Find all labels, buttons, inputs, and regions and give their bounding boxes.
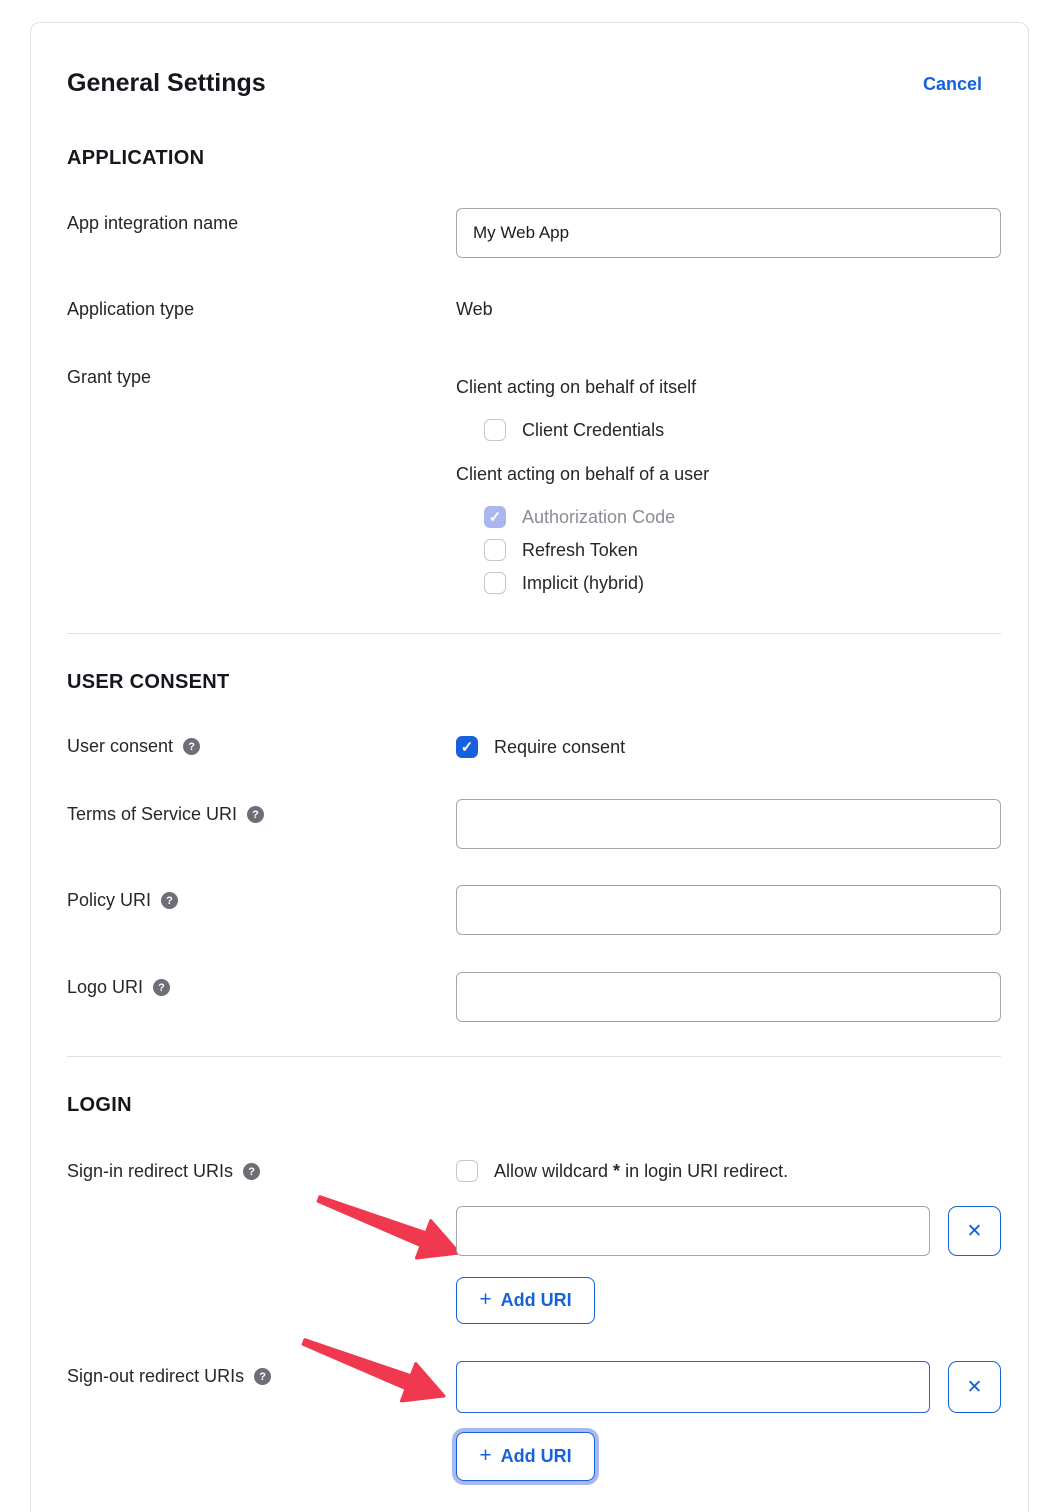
section-divider [67,1056,1001,1057]
remove-sign-out-uri-button[interactable] [948,1361,1001,1413]
sign-out-redirect-label [67,1366,271,1387]
help-icon[interactable]: ? [247,806,264,823]
user-consent-label [67,736,200,757]
close-icon: ✕ [966,1220,983,1242]
application-type-value: Web [456,299,493,319]
close-icon: ✕ [966,1376,983,1398]
tos-uri-label-text: Terms of Service URI [67,804,238,824]
refresh-token-label: Refresh Token [522,539,638,560]
client-credentials-label-text: Client Credentials [522,419,665,440]
red-arrow-annotation [299,1334,449,1404]
help-icon[interactable]: ? [254,1368,271,1385]
policy-uri-input[interactable] [456,885,1001,935]
application-type-label: Application type [67,299,195,319]
allow-wildcard-checkbox[interactable] [456,1160,478,1182]
allow-wildcard-label [494,1161,788,1182]
wildcard-prefix: Allow wildcard [494,1160,614,1181]
section-header-application: APPLICATION [67,147,205,169]
help-icon[interactable]: ? [183,738,200,755]
app-integration-name-label: App integration name [67,213,239,233]
checkbox-row-implicit [484,572,644,594]
wildcard-star: * [613,1160,621,1181]
user-consent-label-text: User consent [67,736,174,756]
require-consent-label: Require consent [494,736,626,757]
require-consent-checkbox[interactable] [456,736,478,758]
red-arrow-annotation [314,1191,464,1261]
add-sign-out-uri-button[interactable] [456,1432,595,1481]
implicit-label: Implicit (hybrid) [522,572,645,593]
check-icon: ✓ [488,508,502,526]
sign-out-uri-input[interactable] [456,1361,930,1413]
red-arrow-shape [303,1340,444,1401]
sign-out-redirect-label-text: Sign-out redirect URIs [67,1366,245,1386]
wildcard-suffix: in login URI redirect. [620,1160,789,1181]
add-uri-label: Add URI [500,1290,572,1310]
help-icon[interactable]: ? [243,1163,260,1180]
add-sign-in-uri-button[interactable] [456,1277,595,1324]
authorization-code-checkbox [484,506,506,528]
section-divider [67,633,1001,634]
logo-uri-input[interactable] [456,972,1001,1022]
grant-group-heading-user: Client acting on behalf of a user [456,464,710,484]
authorization-code-label: Authorization Code [522,506,676,527]
sign-in-uri-input[interactable] [456,1206,930,1256]
policy-uri-label [67,890,178,911]
page-title: General Settings [67,69,266,97]
remove-sign-in-uri-button[interactable] [948,1206,1001,1256]
section-header-user-consent: USER CONSENT [67,671,230,693]
checkbox-row-client-credentials [484,419,664,441]
refresh-token-checkbox[interactable] [484,539,506,561]
plus-icon: + [479,1444,492,1467]
check-icon: ✓ [460,738,474,756]
checkbox-row-allow-wildcard [456,1160,788,1182]
checkbox-row-require-consent [456,736,625,758]
section-header-login: LOGIN [67,1094,132,1116]
implicit-checkbox[interactable] [484,572,506,594]
cancel-button[interactable]: Cancel [922,74,982,94]
policy-uri-label-text: Policy URI [67,890,152,910]
tos-uri-label [67,804,264,825]
help-icon[interactable]: ? [161,892,178,909]
checkbox-row-refresh-token [484,539,638,561]
grant-type-label: Grant type [67,367,152,387]
checkbox-row-authorization-code [484,506,675,528]
help-icon[interactable]: ? [153,979,170,996]
tos-uri-input[interactable] [456,799,1001,849]
app-integration-name-input[interactable] [456,208,1001,258]
logo-uri-label-text: Logo URI [67,977,144,997]
grant-group-heading-itself: Client acting on behalf of itself [456,377,697,397]
sign-in-redirect-label [67,1161,260,1182]
red-arrow-shape [318,1197,459,1258]
plus-icon: + [479,1288,492,1311]
general-settings-card [30,22,1029,1512]
client-credentials-checkbox[interactable] [484,419,506,441]
sign-in-redirect-label-text: Sign-in redirect URIs [67,1161,234,1181]
logo-uri-label [67,977,170,998]
add-uri-label: Add URI [500,1446,572,1466]
